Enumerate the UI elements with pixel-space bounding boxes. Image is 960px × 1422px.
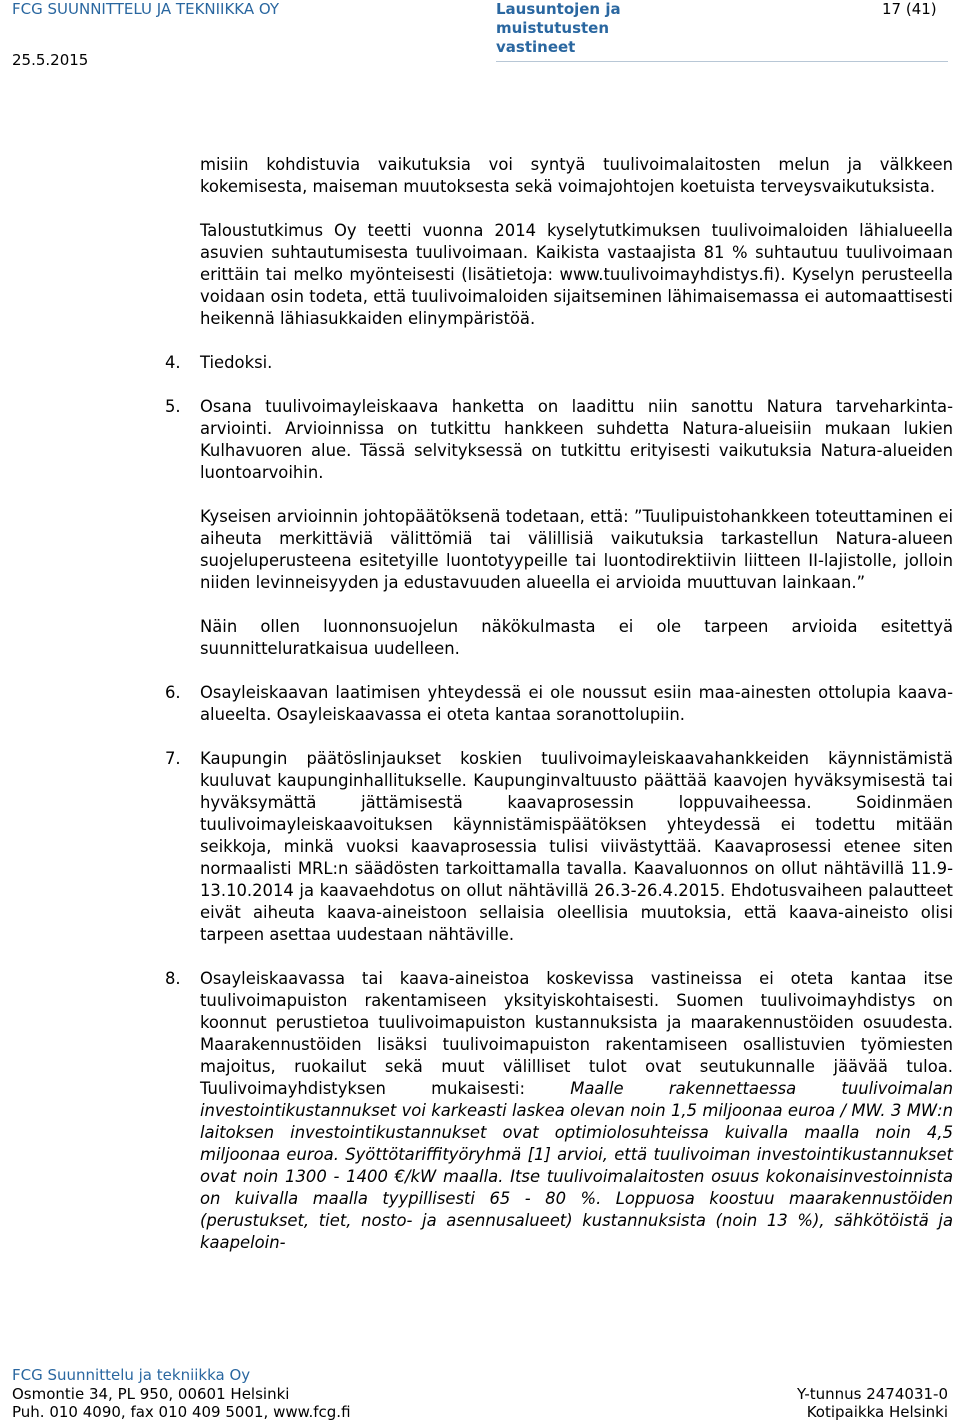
- item-number: 7.: [165, 749, 181, 768]
- header-title: Lausuntojen ja muistutusten vastineet: [496, 0, 621, 56]
- item-text: Kaupungin päätöslinjaukset koskien tuulivoimayleiskaavahankkeiden käynnistämistä kuuluvat kaupunginhallitukselle. Kaupunginvaltuusto päättää kaavojen hyväksymisestä tai hyväksymättä jättämisestä kaavaprosessin loppuvaiheessa. Soidinmäen tuulivoimayleiskaavoituksen käynnistämispäätöksen yhteydessä ei todettu mitään seikkoja, minkä vuoksi kaavaprosessia tulisi viivästyttää. Kaavaprosessi etenee siten normaalisti MRL:n säädösten tarkoittamalla tavalla. Kaavaluonnos on ollut nähtävillä 11.9-13.10.2014 ja kaavaehdotus on ollut nähtävillä 26.3-26.4.2015. Ehdotusvaiheen palautteet eivät aiheuta kaava-aineistoon sellaisia oleellisia muutoksia, että kaava-aineisto olisi tarpeen asettaa uudestaan nähtäville.: [200, 749, 953, 944]
- item-8-quote: Maalle rakennettaessa tuulivoimalan investointikustannukset voi karkeasti laskea olevan noin 1,5 miljoonaa euroa / MW. 3 MW:n laitoksen investointikustannukset ovat optimiolosuhteissa kuivalla maalla noin 4,5 miljoonaa euroa. Syöttötariffityöryhmä [1] arvioi, että tuulivoiman investointikustannukset ovat noin 1300 - 1400 €/kW maalla. Itse tuulivoimalaitosten osuus kokonaisinvestoinnista on kuivalla maalla tyypillisesti 65 - 80 %. Loppuosa koostuu maarakennustöiden (perustukset, tiet, nosto- ja asennusalueet) kustannuksista (noin 13 %), sähkötöistä ja kaapeloin-: [200, 1079, 953, 1252]
- footer-contact: Puh. 010 4090, fax 010 409 5001, www.fcg.fi: [12, 1403, 351, 1421]
- footer-address: Osmontie 34, PL 950, 00601 Helsinki: [12, 1385, 290, 1403]
- paragraph-conclusion: Kyseisen arvioinnin johtopäätöksenä todetaan, että: ”Tuulipuistohankkeen toteuttaminen ei aiheuta merkittäviä välittömiä tai välillisiä vaikutuksia tarkastellun Natura-alueen suojeluperusteena esitetyille luontotyypeille tai luontodirektiivin liitteen II-lajistolle, jolloin niiden levinneisyyden ja edustavuuden alueella ei arvioida muuttuvan lainkaan.”: [200, 507, 953, 592]
- item-text: [200, 968, 953, 1254]
- item-number: 8.: [165, 969, 181, 988]
- survey-text-start: Taloustutkimus Oy teetti vuonna 2014 kyselytutkimuksen tuulivoimaloiden lähialueella asuvien suhtautumisesta tuulivoimaan. Kaikista vastaajista 81 % suhtautuu tuulivoimaan erittäin tai melko myönteisesti (lisätietoja:: [200, 221, 953, 284]
- item-text: Osana tuulivoimayleiskaava hanketta on laadittu niin sanottu Natura tarveharkinta-arviointi. Arvioinnissa on tutkittu hankkeen suhdetta Natura-alueisiin mukaan lukien Kulhavuoren alue. Tässä selvityksessä on tutkittu erityisesti vaikutuksia Natura-alueiden luontoarvoihin.: [200, 397, 953, 482]
- document-body: [165, 154, 953, 1254]
- paragraph-survey: [200, 220, 953, 330]
- survey-text-end: ). Kyselyn perusteella voidaan osin todeta, että tuulivoimaloiden sijaitseminen lähimaisemassa ei automaattisesti heikennä lähiasukkaiden elinympäristöä.: [200, 265, 953, 328]
- list-item-7: [165, 748, 953, 946]
- page-number: 17 (41): [882, 0, 937, 18]
- header-rule: [496, 61, 948, 62]
- item-number: 4.: [165, 353, 181, 372]
- footer-domicile: Kotipaikka Helsinki: [806, 1403, 948, 1421]
- paragraph-no-reassessment: Näin ollen luonnonsuojelun näkökulmasta ei ole tarpeen arvioida esitettyä suunnitteluratkaisua uudelleen.: [200, 617, 953, 658]
- list-item-6: [165, 682, 953, 726]
- paragraph-health-effects: misiin kohdistuvia vaikutuksia voi syntyä tuulivoimalaitosten melun ja välkkeen kokemisesta, maiseman muutoksesta sekä voimajohtojen koetuista terveysvaikutuksista.: [200, 155, 953, 196]
- list-item-8: [165, 968, 953, 1254]
- item-text: Osayleiskaavan laatimisen yhteydessä ei ole noussut esiin maa-ainesten ottolupia kaava-alueelta. Osayleiskaavassa ei oteta kantaa soranottolupiin.: [200, 683, 953, 724]
- list-item-4: [165, 352, 953, 374]
- tuulivoimayhdistys-link[interactable]: www.tuulivoimayhdistys.fi: [559, 265, 774, 284]
- item-8-text-normal: Osayleiskaavassa tai kaava-aineistoa koskevissa vastineissa ei oteta kantaa itse tuulivoimapuiston rakentamiseen yksityiskohtaisesti. Suomen tuulivoimayhdistys on koonnut perustietoa tuulivoimapuiston kustannuksista ja maarakennustöiden osuudesta. Maarakennustöiden lisäksi tuulivoimapuiston rakentamiseen osallistuvien työmiesten majoitus, ruokailut sekä muut välilliset tulot ovat seutukunnalle jäävää tuloa. Tuulivoimayhdistyksen mukaisesti:: [200, 969, 953, 1098]
- header-date: 25.5.2015: [12, 51, 89, 69]
- item-number: 6.: [165, 683, 181, 702]
- list-item-5: [165, 396, 953, 484]
- footer-company: FCG Suunnittelu ja tekniikka Oy: [12, 1366, 251, 1384]
- header-company: FCG SUUNNITTELU JA TEKNIIKKA OY: [12, 0, 280, 18]
- footer-business-id: Y-tunnus 2474031-0: [796, 1385, 948, 1403]
- item-number: 5.: [165, 397, 181, 416]
- item-text: Tiedoksi.: [200, 353, 273, 372]
